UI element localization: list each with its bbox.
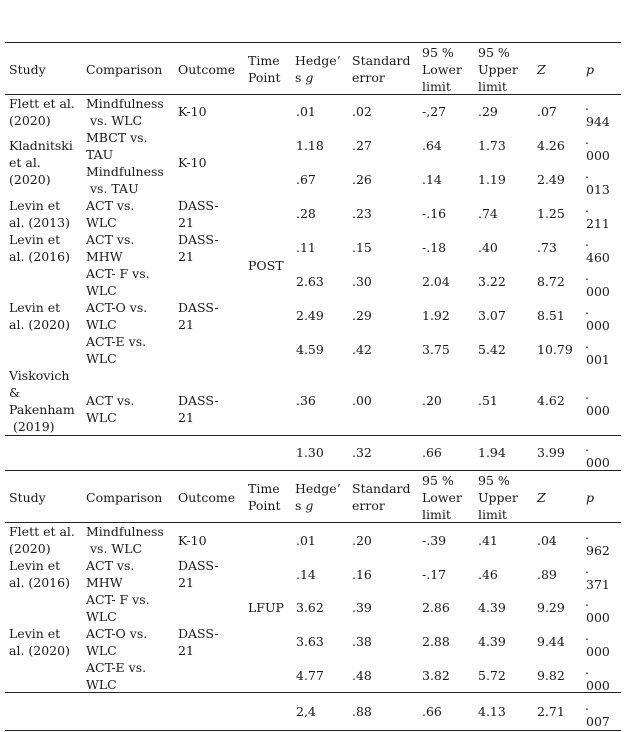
standard-error: .00	[352, 393, 372, 408]
standard-error: .39	[352, 600, 372, 615]
upper-limit: 1.94	[478, 445, 506, 460]
header-comparison: Comparison	[86, 490, 163, 505]
z-value: 8.72	[537, 274, 565, 289]
standard-error: .48	[352, 668, 372, 683]
standard-error: .38	[352, 634, 372, 649]
study: Flett et al.	[9, 96, 75, 111]
header-lower-3: limit	[422, 79, 451, 94]
comparison: TAU	[86, 147, 114, 162]
time-point-post: POST	[248, 258, 284, 273]
standard-error: .20	[352, 533, 372, 548]
comparison: WLC	[86, 215, 117, 230]
comparison: WLC	[86, 351, 117, 366]
p-value: 944	[586, 114, 610, 129]
study: Pakenham	[9, 402, 75, 417]
hedges-g: 1.30	[296, 445, 324, 460]
lower-limit: .64	[422, 138, 442, 153]
comparison: vs. WLC	[86, 113, 143, 128]
outcome: DASS-	[178, 198, 219, 213]
study: Flett et al.	[9, 524, 75, 539]
p-dot: .	[585, 166, 589, 181]
p-value: 013	[586, 182, 610, 197]
p-dot: .	[585, 527, 589, 542]
hedges-g: .01	[296, 533, 316, 548]
standard-error: .23	[352, 206, 372, 221]
lower-limit: 1.92	[422, 308, 450, 323]
lower-limit: -.39	[422, 533, 447, 548]
header-comparison: Comparison	[86, 62, 163, 77]
lower-limit: -.17	[422, 567, 447, 582]
p-dot: .	[585, 336, 589, 351]
header-study: Study	[9, 490, 46, 505]
outcome: DASS-	[178, 232, 219, 247]
p-dot: .	[585, 628, 589, 643]
time-point-lfup: LFUP	[248, 600, 284, 615]
upper-limit: 3.22	[478, 274, 506, 289]
comparison: Mindfulness	[86, 164, 164, 179]
comparison: Mindfulness	[86, 96, 164, 111]
upper-limit: 3.07	[478, 308, 506, 323]
outcome: K-10	[178, 104, 207, 119]
lower-limit: 3.82	[422, 668, 450, 683]
study: Levin et	[9, 300, 61, 315]
p-value: 000	[586, 403, 610, 418]
hedges-g: .67	[296, 172, 316, 187]
comparison: ACT- F vs.	[86, 266, 150, 281]
p-dot: .	[585, 561, 589, 576]
header-upper-3: limit	[478, 79, 507, 94]
hedges-g: .28	[296, 206, 316, 221]
header-hedges-2: s g	[295, 70, 314, 85]
standard-error: .02	[352, 104, 372, 119]
comparison: ACT vs.	[86, 198, 135, 213]
z-value: 10.79	[537, 342, 573, 357]
comparison: vs. WLC	[86, 541, 143, 556]
z-value: 4.62	[537, 393, 565, 408]
z-value: .73	[537, 240, 557, 255]
header-upper-3: limit	[478, 507, 507, 522]
study: (2020)	[9, 172, 51, 187]
lower-limit: 2.88	[422, 634, 450, 649]
header-z: Z	[537, 62, 546, 77]
header-lower-2: Lower	[422, 490, 462, 505]
p-dot: .	[585, 132, 589, 147]
hedges-g: .11	[296, 240, 316, 255]
comparison: Mindfulness	[86, 524, 164, 539]
p-value: 371	[586, 577, 610, 592]
outcome: 21	[178, 215, 194, 230]
study: al. (2013)	[9, 215, 70, 230]
outcome: DASS-	[178, 626, 219, 641]
p-dot: .	[585, 439, 589, 454]
z-value: 9.29	[537, 600, 565, 615]
p-value: 962	[586, 543, 610, 558]
study: al. (2020)	[9, 643, 70, 658]
p-value: 001	[586, 352, 610, 367]
comparison: MHW	[86, 575, 123, 590]
p-dot: .	[585, 234, 589, 249]
header-se-2: error	[352, 498, 385, 513]
upper-limit: 1.73	[478, 138, 506, 153]
z-value: .89	[537, 567, 557, 582]
header-lower-3: limit	[422, 507, 451, 522]
standard-error: .42	[352, 342, 372, 357]
comparison: ACT- F vs.	[86, 592, 150, 607]
lower-limit: -.16	[422, 206, 447, 221]
upper-limit: 5.42	[478, 342, 506, 357]
table-top-rule	[5, 42, 621, 43]
header-outcome: Outcome	[178, 490, 236, 505]
header-time-2: Point	[248, 70, 281, 85]
outcome: 21	[178, 575, 194, 590]
outcome: 21	[178, 410, 194, 425]
outcome: K-10	[178, 533, 207, 548]
header-lower-2: Lower	[422, 62, 462, 77]
hedges-g: 1.18	[296, 138, 324, 153]
comparison: WLC	[86, 677, 117, 692]
study: Levin et	[9, 626, 61, 641]
header-lower-1: 95 %	[422, 473, 454, 488]
header-time-2: Point	[248, 498, 281, 513]
upper-limit: .29	[478, 104, 498, 119]
hedges-g: .01	[296, 104, 316, 119]
study: al. (2016)	[9, 575, 70, 590]
hedges-g: 2.63	[296, 274, 324, 289]
p-dot: .	[585, 200, 589, 215]
comparison: ACT vs.	[86, 558, 135, 573]
standard-error: .27	[352, 138, 372, 153]
study: (2020)	[9, 113, 51, 128]
comparison: ACT-E vs.	[86, 334, 147, 349]
comparison: ACT-O vs.	[86, 300, 148, 315]
standard-error: .88	[352, 704, 372, 719]
upper-limit: .74	[478, 206, 498, 221]
standard-error: .16	[352, 567, 372, 582]
z-value: .07	[537, 104, 557, 119]
p-dot: .	[585, 302, 589, 317]
outcome: 21	[178, 249, 194, 264]
comparison: ACT vs.	[86, 232, 135, 247]
p-value: 211	[586, 216, 610, 231]
comparison-underline	[176, 692, 246, 693]
comparison: WLC	[86, 609, 117, 624]
p-value: 007	[586, 714, 610, 729]
outcome: DASS-	[178, 300, 219, 315]
lower-limit: .20	[422, 393, 442, 408]
p-value: 000	[586, 455, 610, 470]
z-value: 1.25	[537, 206, 565, 221]
header-upper-2: Upper	[478, 62, 518, 77]
hedges-g: 2.49	[296, 308, 324, 323]
upper-limit: 1.19	[478, 172, 506, 187]
study: Kladnitski	[9, 138, 73, 153]
lower-limit: 3.75	[422, 342, 450, 357]
header-hedges-1: Hedge’	[295, 481, 341, 496]
upper-limit: 5.72	[478, 668, 506, 683]
comparison: WLC	[86, 283, 117, 298]
header-upper-2: Upper	[478, 490, 518, 505]
post-summary-top-rule	[5, 435, 621, 436]
z-value: 4.26	[537, 138, 565, 153]
lower-limit: .66	[422, 445, 442, 460]
lower-limit: -,27	[422, 104, 447, 119]
header-lower-1: 95 %	[422, 45, 454, 60]
z-value: 2.49	[537, 172, 565, 187]
header-time-1: Time	[248, 53, 280, 68]
z-value: .04	[537, 533, 557, 548]
study: Levin et	[9, 558, 61, 573]
upper-limit: .41	[478, 533, 498, 548]
upper-limit: 4.39	[478, 600, 506, 615]
p-dot: .	[585, 594, 589, 609]
z-value: 9.82	[537, 668, 565, 683]
header-z: Z	[537, 490, 546, 505]
lower-limit: -.18	[422, 240, 447, 255]
study: al. (2016)	[9, 249, 70, 264]
hedges-g: 3.63	[296, 634, 324, 649]
p-value: 000	[586, 148, 610, 163]
study: Viskovich	[9, 368, 70, 383]
standard-error: .26	[352, 172, 372, 187]
p-value: 000	[586, 644, 610, 659]
upper-limit: .40	[478, 240, 498, 255]
comparison: MHW	[86, 249, 123, 264]
p-value: 000	[586, 284, 610, 299]
hedges-g: 4.59	[296, 342, 324, 357]
p-value: 460	[586, 250, 610, 265]
study: &	[9, 385, 21, 400]
upper-limit: 4.39	[478, 634, 506, 649]
header-p: p	[586, 62, 595, 77]
outcome: 21	[178, 643, 194, 658]
upper-limit: .46	[478, 567, 498, 582]
comparison: ACT vs.	[86, 393, 135, 408]
upper-limit: 4.13	[478, 704, 506, 719]
outcome: 21	[178, 317, 194, 332]
comparison: MBCT vs.	[86, 130, 148, 145]
header-time-1: Time	[248, 481, 280, 496]
study: Levin et	[9, 198, 61, 213]
comparison: WLC	[86, 317, 117, 332]
lower-limit: 2.04	[422, 274, 450, 289]
hedges-g: 2,4	[296, 704, 316, 719]
header-study: Study	[9, 62, 46, 77]
header-se-1: Standard	[352, 53, 411, 68]
outcome: DASS-	[178, 393, 219, 408]
hedges-g: 3.62	[296, 600, 324, 615]
outcome: K-10	[178, 155, 207, 170]
header-se-1: Standard	[352, 481, 411, 496]
standard-error: .32	[352, 445, 372, 460]
standard-error: .30	[352, 274, 372, 289]
outcome: DASS-	[178, 558, 219, 573]
study: (2020)	[9, 541, 51, 556]
header-upper-1: 95 %	[478, 45, 510, 60]
header-p: p	[586, 490, 595, 505]
p-dot: .	[585, 662, 589, 677]
lower-limit: 2.86	[422, 600, 450, 615]
z-value: 8.51	[537, 308, 565, 323]
study: al. (2020)	[9, 317, 70, 332]
header-upper-1: 95 %	[478, 473, 510, 488]
comparison: ACT-E vs.	[86, 660, 147, 675]
hedges-g: .36	[296, 393, 316, 408]
p-value: 000	[586, 318, 610, 333]
study: (2019)	[9, 419, 55, 434]
standard-error: .15	[352, 240, 372, 255]
p-dot: .	[585, 98, 589, 113]
hedges-g: .14	[296, 567, 316, 582]
lower-limit: .66	[422, 704, 442, 719]
study: et al.	[9, 155, 41, 170]
study: Levin et	[9, 232, 61, 247]
hedges-g: 4.77	[296, 668, 324, 683]
z-value: 2.71	[537, 704, 565, 719]
comparison: WLC	[86, 410, 117, 425]
comparison: ACT-O vs.	[86, 626, 148, 641]
p-dot: .	[585, 698, 589, 713]
p-value: 000	[586, 678, 610, 693]
header-hedges-2: s g	[295, 498, 314, 513]
p-dot: .	[585, 268, 589, 283]
lower-limit: .14	[422, 172, 442, 187]
p-dot: .	[585, 387, 589, 402]
z-value: 9.44	[537, 634, 565, 649]
p-value: 000	[586, 610, 610, 625]
comparison: vs. TAU	[86, 181, 139, 196]
header-se-2: error	[352, 70, 385, 85]
header-outcome: Outcome	[178, 62, 236, 77]
z-value: 3.99	[537, 445, 565, 460]
upper-limit: .51	[478, 393, 498, 408]
standard-error: .29	[352, 308, 372, 323]
post-summary-bottom-rule	[5, 470, 621, 471]
lfup-summary-bottom-rule	[5, 730, 621, 731]
comparison: WLC	[86, 643, 117, 658]
header-hedges-1: Hedge’	[295, 53, 341, 68]
